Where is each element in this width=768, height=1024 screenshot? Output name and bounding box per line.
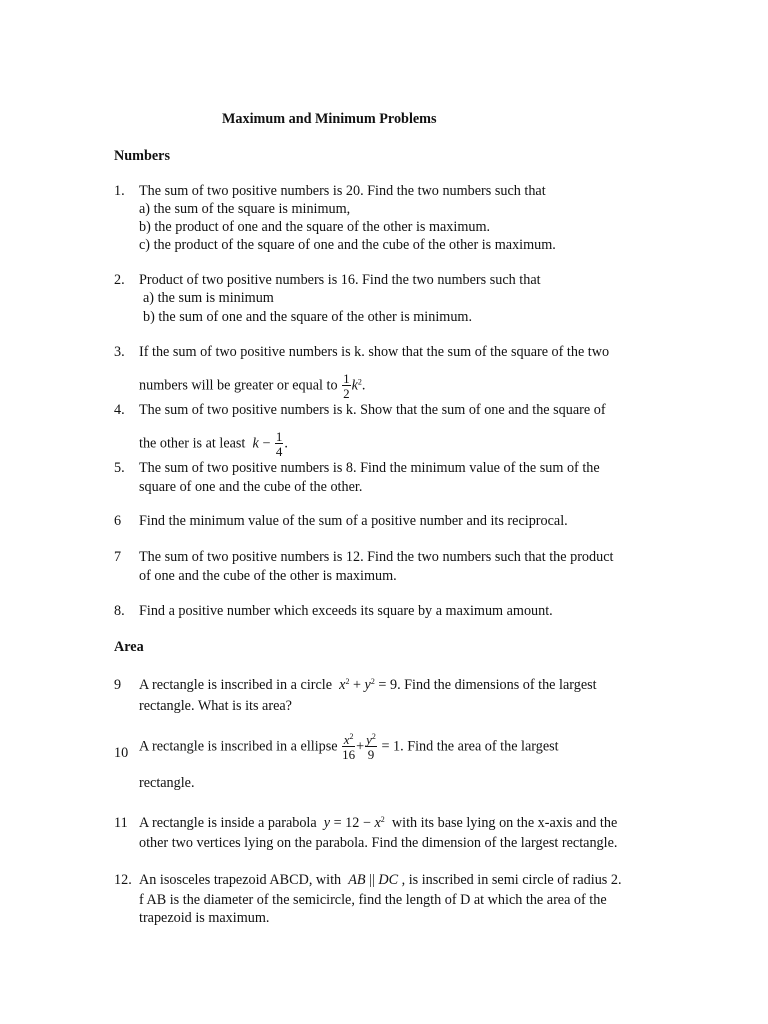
problem-1-text: The sum of two positive numbers is 20. Find the two numbers such that	[139, 183, 546, 199]
problem-number: 12.	[114, 872, 132, 888]
problem-number: 9	[114, 677, 122, 693]
problem-number: 10	[114, 745, 129, 761]
problem-number: 6	[114, 513, 122, 529]
section-heading-numbers: Numbers	[114, 148, 170, 164]
problem-2-part-b: b) the sum of one and the square of the other is minimum.	[143, 309, 473, 325]
problem-11-text: A rectangle is inside a parabola $y = 12 - x^2$ with its base lying on the x-axis and the	[139, 815, 618, 831]
problem-6-text: Find the minimum value of the sum of a positive number and its reciprocal.	[139, 513, 568, 529]
problem-4-text-line2: the other is at least k − $\frac{1}{4}$ .	[139, 429, 288, 459]
problem-number: 4.	[114, 402, 125, 418]
problem-2-text: Product of two positive numbers is 16. Find the two numbers such that	[139, 272, 541, 288]
problem-12-text-line3: trapezoid is maximum.	[139, 910, 270, 926]
problem-5-text-line2: square of one and the cube of the other.	[139, 479, 363, 495]
problem-9-text-line2: rectangle. What is its area?	[139, 698, 292, 714]
problem-number: 11	[114, 815, 128, 831]
problem-2-part-a: a) the sum is minimum	[143, 290, 274, 306]
problem-number: 1.	[114, 183, 125, 199]
problem-11-text-line2: other two vertices lying on the parabola. Find the dimension of the largest rectangle.	[139, 835, 618, 851]
problem-7-text: The sum of two positive numbers is 12. Find the two numbers such that the product	[139, 549, 614, 565]
problem-number: 3.	[114, 344, 125, 360]
problem-number: 7	[114, 549, 122, 565]
problem-3-text-line2: numbers will be greater or equal to $\frac{1}{2}$ $k^2$.	[139, 371, 366, 401]
problem-7-text-line2: of one and the cube of the other is maximum.	[139, 568, 397, 584]
section-heading-area: Area	[114, 639, 144, 655]
problem-number: 2.	[114, 272, 125, 288]
page-title: Maximum and Minimum Problems	[222, 111, 437, 127]
fraction-x-squared-over-16: $\frac{x^2}{16}$	[342, 732, 356, 762]
problem-9-text: A rectangle is inscribed in a circle $x^2 + y^2 = 9$. Find the dimensions of the largest	[139, 677, 597, 693]
problem-5-text: The sum of two positive numbers is 8. Find the minimum value of the sum of the	[139, 460, 600, 476]
problem-1-part-c: c) the product of the square of one and the cube of the other is maximum.	[139, 237, 556, 253]
problem-12-text: An isosceles trapezoid ABCD, with AB || DC , is inscribed in semi circle of radius 2.	[139, 872, 622, 888]
fraction-y-squared-over-9: $\frac{y^2}{9}$	[366, 732, 376, 762]
problem-3-text: If the sum of two positive numbers is k. show that the sum of the square of the two	[139, 344, 610, 360]
fraction-one-half: $\frac{1}{2}$	[343, 371, 350, 401]
problem-1-part-b: b) the product of one and the square of the other is maximum.	[139, 219, 491, 235]
problem-10-text-line2: rectangle.	[139, 775, 195, 791]
problem-1-part-a: a) the sum of the square is minimum,	[139, 201, 351, 217]
problem-4-text: The sum of two positive numbers is k. Show that the sum of one and the square of	[139, 402, 606, 418]
fraction-one-quarter: $\frac{1}{4}$	[275, 429, 283, 459]
problem-number: 5.	[114, 460, 125, 476]
problem-10-text: A rectangle is inscribed in a ellipse $\frac{x^2}{16}$ + $\frac{y^2}{9}$ = 1. Find the area of the largest	[139, 732, 559, 762]
problem-8-text: Find a positive number which exceeds its square by a maximum amount.	[139, 603, 553, 619]
problem-12-text-line2: f AB is the diameter of the semicircle, find the length of D at which the area of the	[139, 892, 607, 908]
problem-number: 8.	[114, 603, 125, 619]
